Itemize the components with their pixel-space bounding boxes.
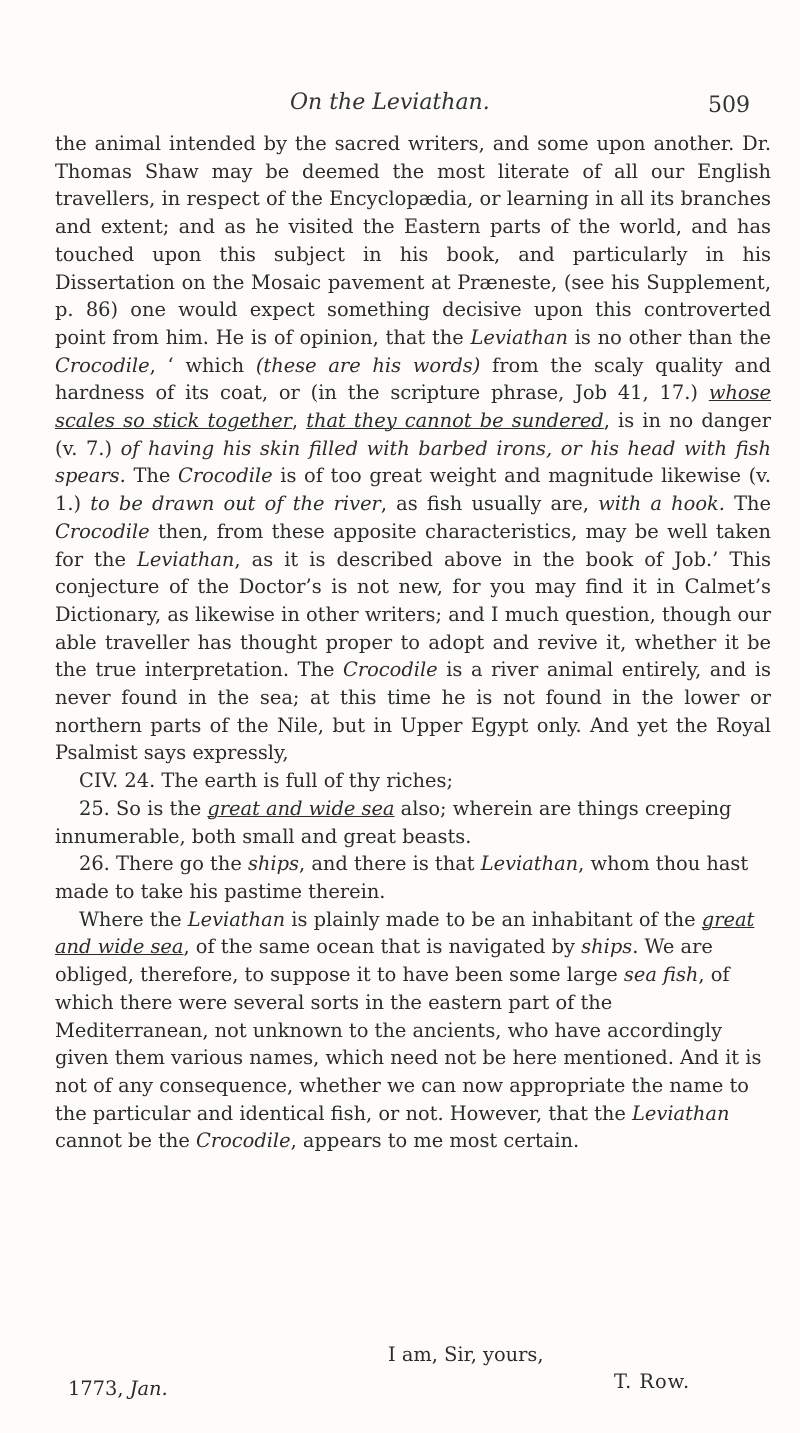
italic-run: Crocodile bbox=[55, 353, 150, 377]
italic-run: Leviathan bbox=[187, 907, 286, 931]
date-month: Jan. bbox=[129, 1377, 168, 1400]
text-run: is of too great weight and magnitude likewise (v. 1.) bbox=[55, 464, 771, 516]
paragraph-conclusion bbox=[55, 906, 771, 1155]
underlined-italic-run: whose scales so stick together bbox=[55, 381, 771, 433]
italic-run: Leviathan bbox=[632, 1101, 730, 1125]
page-number: 509 bbox=[708, 93, 750, 118]
paragraph-shaw-opinion bbox=[55, 130, 771, 767]
italic-run: ships bbox=[247, 852, 299, 876]
text-run: . We are obliged, therefore, to suppose it to have been some large bbox=[55, 935, 713, 987]
running-title: On the Leviathan. bbox=[290, 90, 490, 115]
text-run: , as it is described above in the book of Job.’ This conjecture of the Doctor’s is not new, for you may find it in Calmet’s Dictionary, as likewise in other writers; and I much question, though our able traveller has thought proper to adopt and revive it, whether it be the true interpretation. The bbox=[55, 547, 771, 682]
underlined-italic-run: great and wide sea bbox=[207, 796, 395, 820]
text-run: from the scaly quality and hardness of its coat, or (in the scripture phrase, Job 41, 17.) bbox=[55, 353, 771, 405]
psalm-verse-24: CIV. 24. The earth is full of thy riches; bbox=[79, 769, 453, 793]
text-run: Where the bbox=[79, 907, 188, 931]
italic-run: ships bbox=[581, 935, 633, 959]
italic-run: Crocodile bbox=[55, 519, 150, 543]
text-run: is no other than the bbox=[567, 325, 771, 349]
text-run: , appears to me most certain. bbox=[290, 1129, 580, 1153]
text-run: The bbox=[724, 492, 772, 516]
text-run: , as fish usually are, bbox=[380, 492, 599, 516]
italic-run: (these are his words) bbox=[255, 353, 481, 377]
text-run: , whom thou hast made to take his pastime therein. bbox=[55, 852, 749, 903]
text-run: , ‘ which bbox=[149, 353, 256, 377]
italic-run: with a hook. bbox=[598, 492, 725, 516]
text-run: The bbox=[125, 464, 178, 488]
letter-closing: I am, Sir, yours, bbox=[388, 1343, 544, 1366]
text-run: , bbox=[291, 409, 307, 433]
text-run: is plainly made to be an inhabitant of the bbox=[285, 907, 702, 931]
text-run: , of which there were several sorts in the eastern part of the Mediterranean, not unknown to the ancients, who have accordingly given them various names, which need not be here mentioned. And it is not of any consequence, whether we can now appropriate the name to the particular and identical fish, or not. However, that the bbox=[55, 963, 762, 1125]
italic-run: to be drawn out of the river bbox=[90, 492, 381, 516]
italic-run: Crocodile bbox=[178, 464, 273, 488]
italic-run: Crocodile bbox=[343, 658, 438, 682]
psalm-verse-26 bbox=[55, 850, 771, 905]
text-run: , of the same ocean that is navigated by bbox=[183, 935, 582, 959]
italic-run: Leviathan bbox=[480, 852, 579, 876]
text-run: is a river animal entirely, and is never found in the sea; at this time he is not found in the lower or northern parts of the Nile, but in Upper Egypt only. And yet the Royal Psalmist says expressly, bbox=[55, 658, 771, 765]
text-run: also; wherein are things creeping innumerable, both small and great beasts. bbox=[55, 796, 732, 848]
body-text bbox=[55, 130, 771, 1155]
letter-date bbox=[68, 1377, 168, 1400]
italic-run: of having his skin filled with barbed irons, or his head with fish spears. bbox=[55, 436, 771, 488]
letter-signature: T. Row. bbox=[614, 1370, 691, 1393]
underlined-italic-run: that they cannot be sundered bbox=[306, 409, 604, 433]
text-run: the animal intended by the sacred writers, and some upon another. Dr. Thomas Shaw may be deemed the most literate of all our English travellers, in respect of the Encyclopædia, or learning in all its branches and extent; and as he visited the Eastern parts of the world, and has touched upon this subject in his book, and particularly in his Dissertation on the Mosaic pavement at Præneste, (see his Supplement, p. 86) one would expect something decisive upon this controverted point from him. He is of opinion, that the bbox=[55, 132, 771, 349]
text-run: then, from these apposite characteristics, may be well taken for the bbox=[55, 519, 771, 571]
date-year: 1773, bbox=[68, 1377, 130, 1400]
text-run: , and there is that bbox=[299, 852, 481, 876]
text-run: , is in no danger (v. 7.) bbox=[55, 409, 771, 460]
italic-run: Leviathan bbox=[470, 325, 568, 349]
text-run: cannot be the bbox=[55, 1129, 196, 1153]
italic-run: Leviathan bbox=[137, 547, 235, 571]
text-run: 26. There go the bbox=[79, 852, 248, 876]
italic-run: sea fish bbox=[623, 963, 699, 987]
psalm-verse-25 bbox=[55, 795, 771, 850]
text-run: 25. So is the bbox=[79, 796, 208, 820]
underlined-italic-run: great and wide sea bbox=[55, 907, 755, 959]
italic-run: Crocodile bbox=[196, 1129, 291, 1153]
